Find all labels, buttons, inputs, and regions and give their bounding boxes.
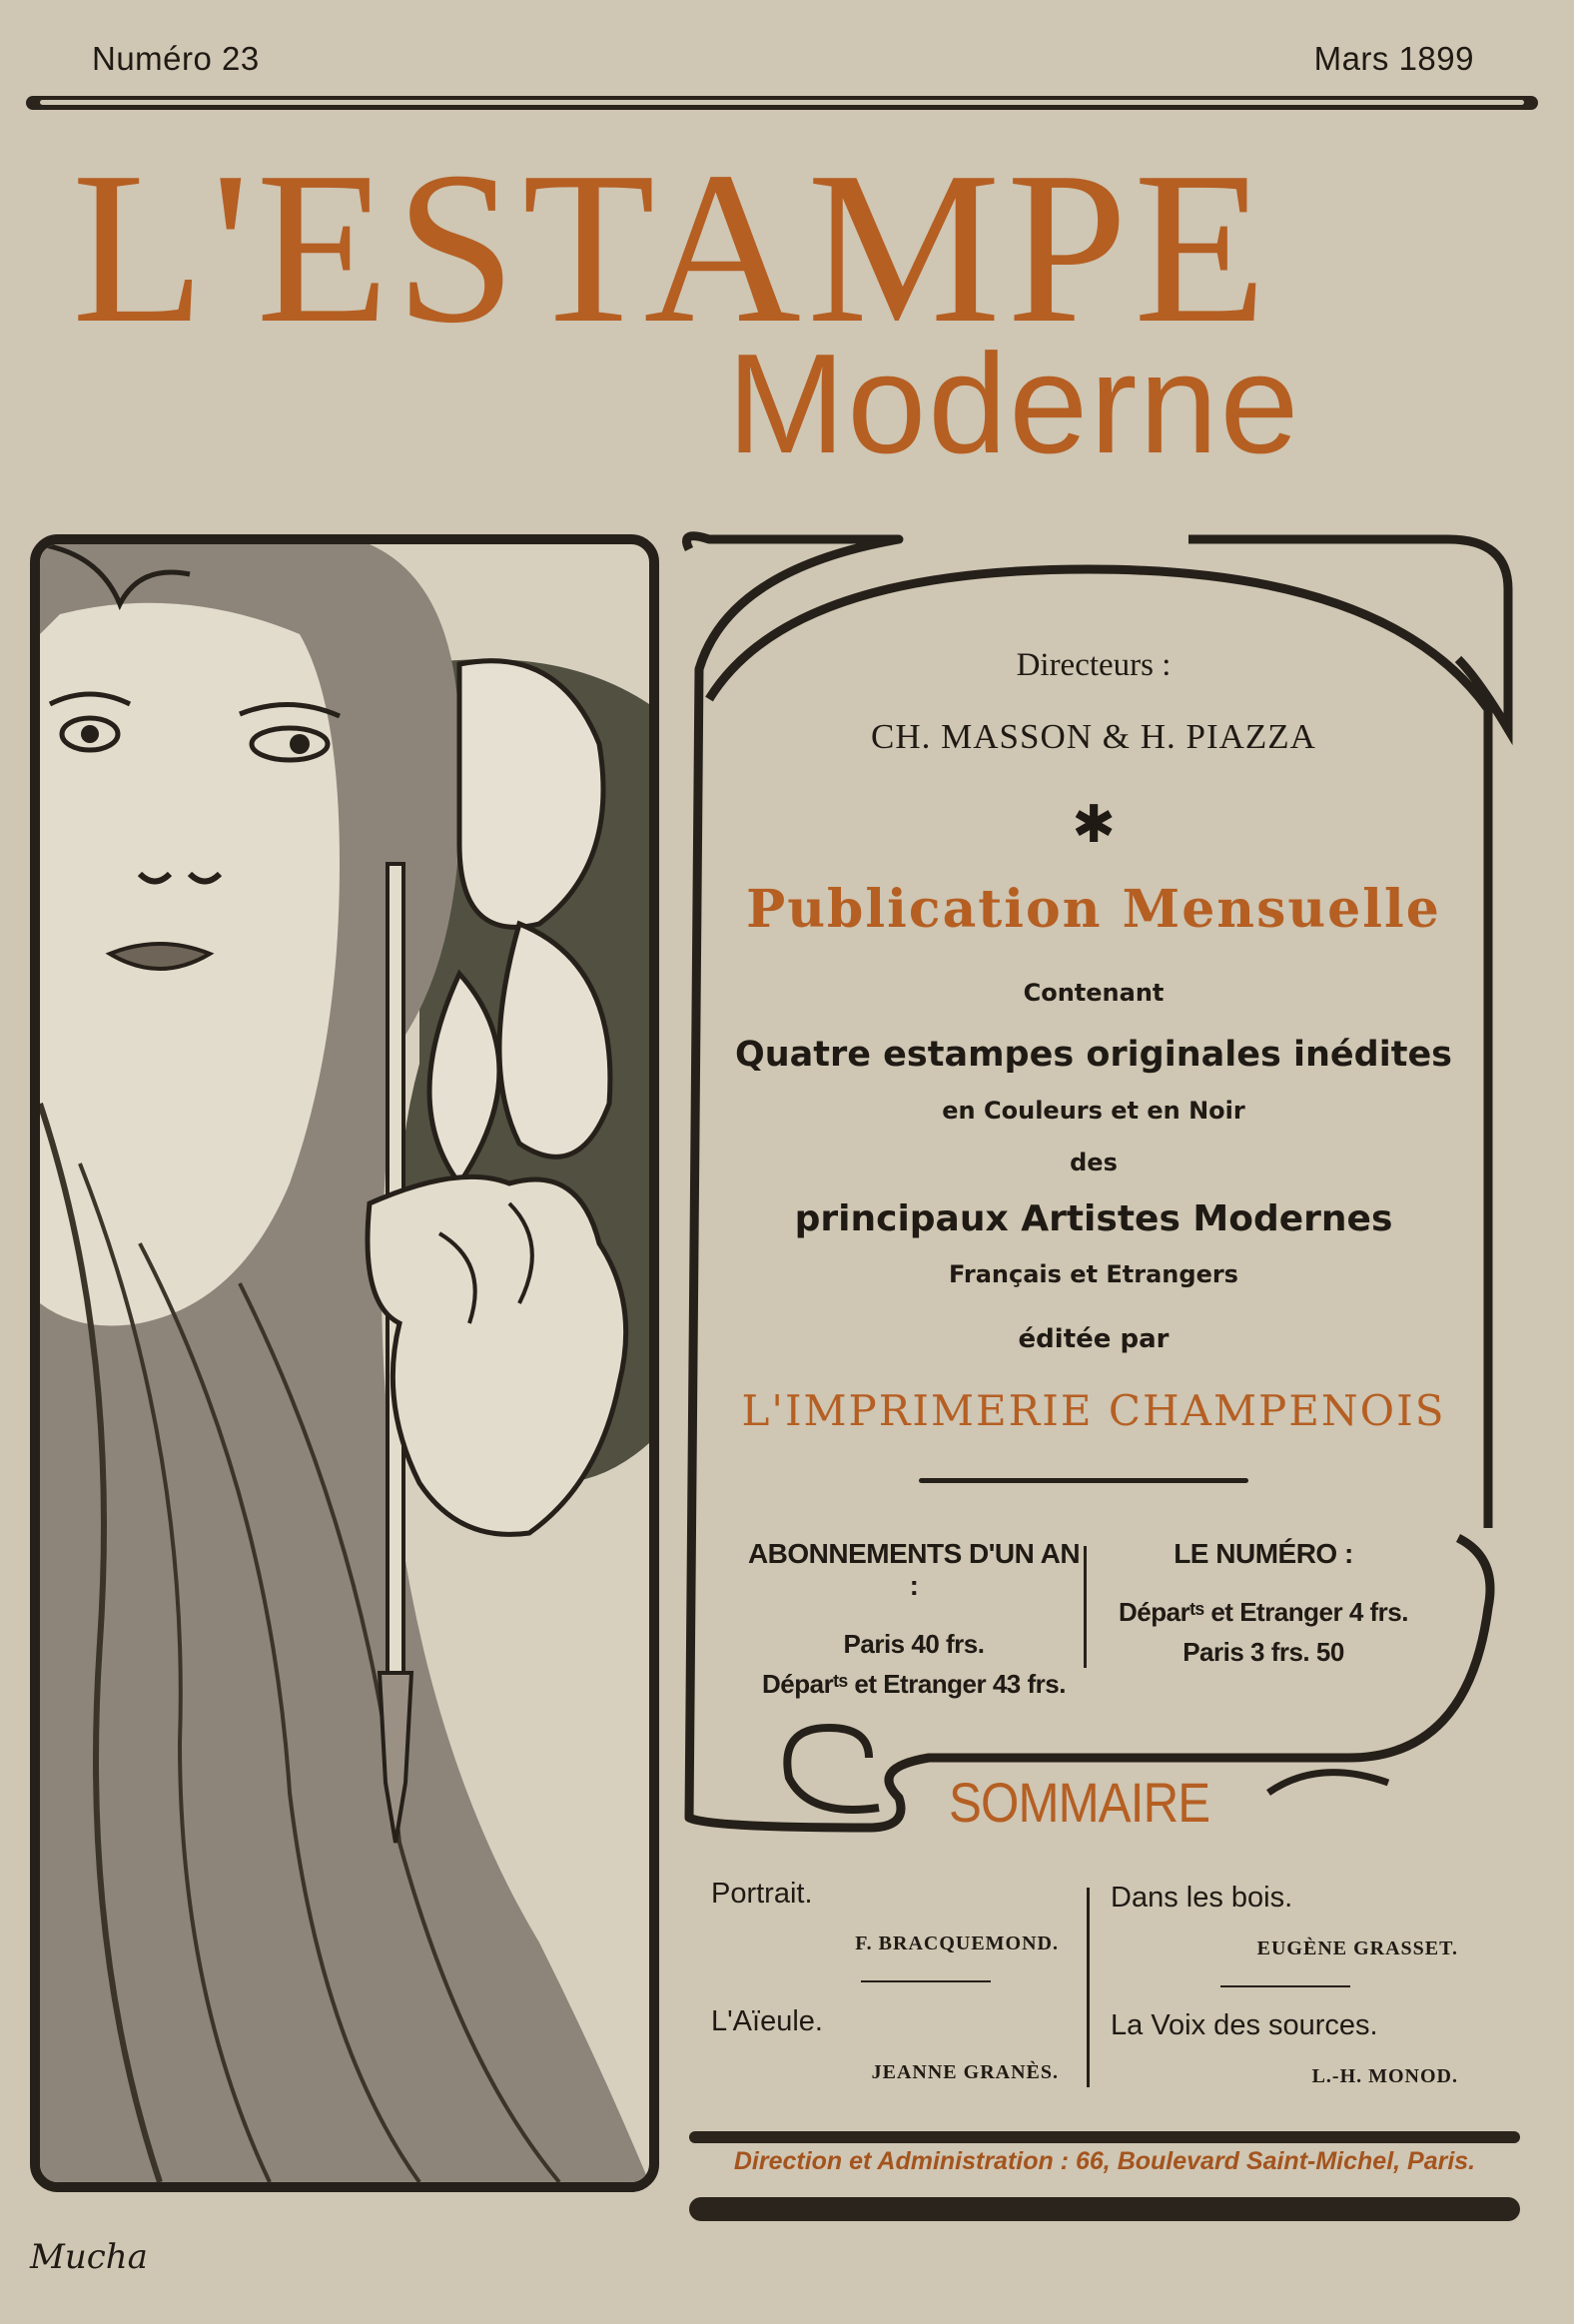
contents-heading: SOMMAIRE [949, 1771, 1210, 1834]
issue-number: Numéro 23 [92, 40, 260, 77]
contents-divider [1087, 1888, 1090, 2087]
issue-price [1099, 1538, 1428, 1672]
annual-heading: ABONNEMENTS D'UN AN : [747, 1538, 1081, 1601]
publication-line-5: principaux Artistes Modernes [794, 1198, 1393, 1239]
contents-item-author: L.-H. MONOD. [1311, 2065, 1458, 2087]
directors-names: CH. MASSON & H. PIAZZA [871, 717, 1316, 756]
masthead-title: L'ESTAMPE [72, 128, 1273, 369]
issue-date: Mars 1899 [1313, 40, 1474, 77]
issue-heading: LE NUMÉRO : [1174, 1538, 1353, 1569]
publisher-name: L'IMPRIMERIE CHAMPENOIS [741, 1386, 1446, 1435]
publication-line-7: éditée par [1018, 1324, 1170, 1354]
contents-item-title: Portrait. [711, 1878, 813, 1910]
publication-line-3: en Couleurs et en Noir [942, 1097, 1245, 1125]
illustration-panel [30, 534, 659, 2192]
issue-line: Déparᵗˢ et Etranger 4 frs. [1119, 1597, 1408, 1627]
footer-rule-top [689, 2131, 1520, 2143]
subscription-divider [1084, 1546, 1087, 1668]
star-ornament-icon: ✱ [1072, 795, 1116, 855]
issue-line: Paris 3 frs. 50 [1182, 1637, 1344, 1667]
footer-address: Direction et Administration : 66, Boulevard Saint-Michel, Paris. [733, 2147, 1476, 2175]
publication-heading: Publication Mensuelle [746, 879, 1441, 940]
annual-line: Paris 40 frs. [843, 1629, 985, 1659]
separator-rule [919, 1478, 1248, 1483]
item-separator [1220, 1985, 1350, 1987]
contents-item-author: EUGÈNE GRASSET. [1256, 1937, 1458, 1959]
publication-line-4: des [1070, 1149, 1118, 1176]
publication-line-1: Contenant [1023, 979, 1165, 1007]
contents-item-author: JEANNE GRANÈS. [871, 2061, 1059, 2083]
masthead-subtitle: Moderne [727, 325, 1301, 483]
annual-line: Déparᵗˢ et Etranger 43 frs. [762, 1669, 1066, 1699]
woman-illustration [40, 544, 649, 2182]
item-separator [861, 1980, 991, 1982]
directors-label: Directeurs : [1016, 647, 1172, 683]
annual-subscription [744, 1538, 1084, 1704]
publication-line-6: Français et Etrangers [949, 1260, 1238, 1288]
top-rule-inner [40, 100, 1524, 105]
artist-signature: Mucha [30, 2237, 148, 2277]
publication-line-2: Quatre estampes originales inédites [734, 1035, 1453, 1075]
contents-item-title: L'Aïeule. [711, 2005, 823, 2037]
contents-item-author: F. BRACQUEMOND. [855, 1933, 1059, 1954]
footer-rule-bottom [689, 2197, 1520, 2221]
contents-item-title: La Voix des sources. [1111, 2009, 1378, 2041]
contents-item-title: Dans les bois. [1111, 1882, 1293, 1914]
